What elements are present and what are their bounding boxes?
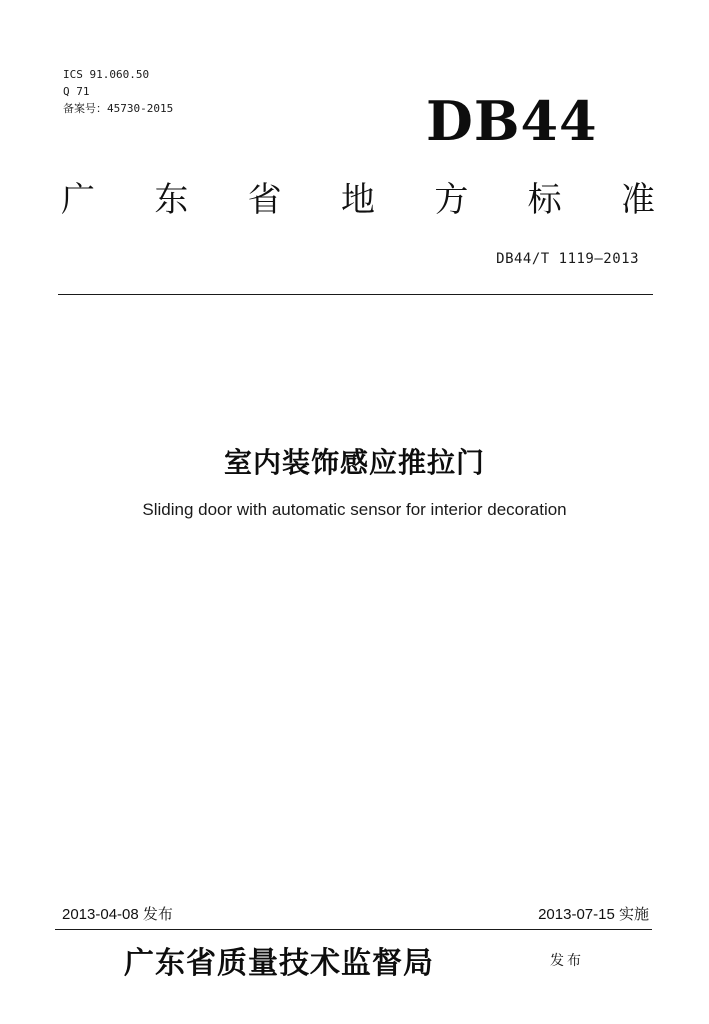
db44-logo: DB44 (426, 89, 598, 153)
standard-type-char: 方 (434, 180, 469, 220)
effective-date: 2013-07-15 实施 (538, 906, 649, 923)
standard-number: DB44/T 1119—2013 (496, 251, 639, 267)
publish-date: 2013-04-08 发布 (62, 906, 173, 923)
ics-code: ICS 91.060.50 (63, 68, 150, 81)
standard-type-char: 省 (247, 180, 282, 220)
standard-type-char: 准 (620, 180, 655, 220)
bottom-divider (55, 929, 652, 930)
title-english: Sliding door with automatic sensor for interior decoration (142, 500, 567, 519)
record-number: 备案号：45730-2015 (63, 102, 174, 115)
standard-type-heading (58, 178, 658, 222)
metadata-block (63, 66, 173, 117)
issuer-suffix: 发布 (550, 953, 584, 969)
standard-type-char: 标 (527, 180, 562, 220)
standard-type-char: 地 (340, 180, 375, 220)
top-divider (58, 294, 653, 295)
title-chinese: 室内装饰感应推拉门 (223, 446, 485, 479)
standard-type-char: 广 (61, 180, 95, 220)
classification-code: Q 71 (63, 85, 90, 98)
standard-type-char: 东 (154, 180, 189, 220)
issuer-name: 广东省质量技术监督局 (124, 946, 434, 981)
